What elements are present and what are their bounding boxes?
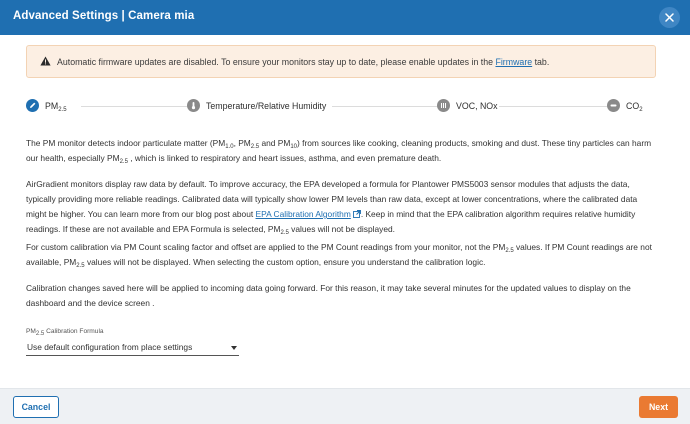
calibration-formula-label: $PM_{2.5}$ Calibration Formula [26, 328, 104, 337]
cancel-button[interactable]: Cancel [13, 396, 59, 418]
sensor-icon [437, 99, 450, 112]
pencil-icon [26, 99, 39, 112]
alert-text [57, 57, 549, 67]
epa-calibration-link[interactable]: EPA Calibration Algorithm [255, 209, 351, 219]
epa-paragraph: AirGradient monitors display raw data by default. To improve accuracy, the EPA developed a formula for Plantower PMS5003 sensor modules that adjusts the data, typically providing more reliable readings. Calibrated data will typically show lower PM levels than raw data, except at lower concentrations, where the calibrated data might be higher. You can learn more from our blog post about EPA Calibration Algorithm . Keep in mind that the EPA calibration algorithm requires relative humidity readings. If these are not available and EPA Formula is selected, $PM_{2.5}$ values will not be displayed. [26, 179, 638, 236]
step-connector [81, 106, 187, 107]
dialog-header [0, 0, 690, 35]
calibration-stepper [26, 96, 656, 116]
co2-icon [607, 99, 620, 112]
calibration-formula-value: Use default configuration from place settings [27, 342, 193, 352]
firmware-alert [26, 45, 656, 78]
alert-text-after: tab. [532, 57, 550, 67]
custom-calibration-paragraph: For custom calibration via PM Count scaling factor and offset are applied to the PM Count readings from your monitor, not the $PM_{2.5}$ values. If PM Count readings are not available, $PM_{2.5}$ values will not be displayed. When selecting the custom option, ensure you understand the calibration logic. [26, 242, 652, 269]
alert-text-before: Automatic firmware updates are disabled. To ensure your monitors stay up to date, please enable updates in the [57, 57, 496, 67]
step-connector [499, 106, 607, 107]
pm-intro-paragraph: The PM monitor detects indoor particulate matter ($PM_{1.0}$, $PM_{2.5}$ and $PM_{10}$) from sources like cooking, cleaning products, smoking and dust. These tiny particles can harm our health, especially $PM_{2.5}$ , which is linked to respiratory and heart issues, asthma, and even premature death. [26, 138, 652, 165]
calibration-changes-paragraph: Calibration changes saved here will be applied to incoming data going forward. For this reason, it may take several minutes for the updated values to display on the dashboard and the device screen . [26, 283, 631, 308]
thermometer-icon [187, 99, 200, 112]
close-button[interactable] [659, 7, 680, 28]
step-voc-label: VOC, NOx [456, 101, 498, 111]
calibration-formula-select[interactable] [26, 339, 239, 356]
dialog-footer [0, 388, 690, 424]
close-icon [665, 13, 674, 22]
step-co2-label: $CO_2$ [626, 101, 643, 113]
warning-icon [40, 56, 51, 66]
step-pm25-label: $PM_{2.5}$ [45, 101, 67, 113]
dialog-title: Advanced Settings | Camera mia [13, 10, 195, 22]
step-temperature-label: Temperature/Relative Humidity [206, 101, 327, 111]
step-connector [332, 106, 437, 107]
next-button[interactable]: Next [639, 396, 678, 418]
chevron-down-icon [231, 346, 237, 350]
external-link-icon[interactable] [353, 210, 361, 218]
firmware-link[interactable]: Firmware [495, 57, 533, 67]
